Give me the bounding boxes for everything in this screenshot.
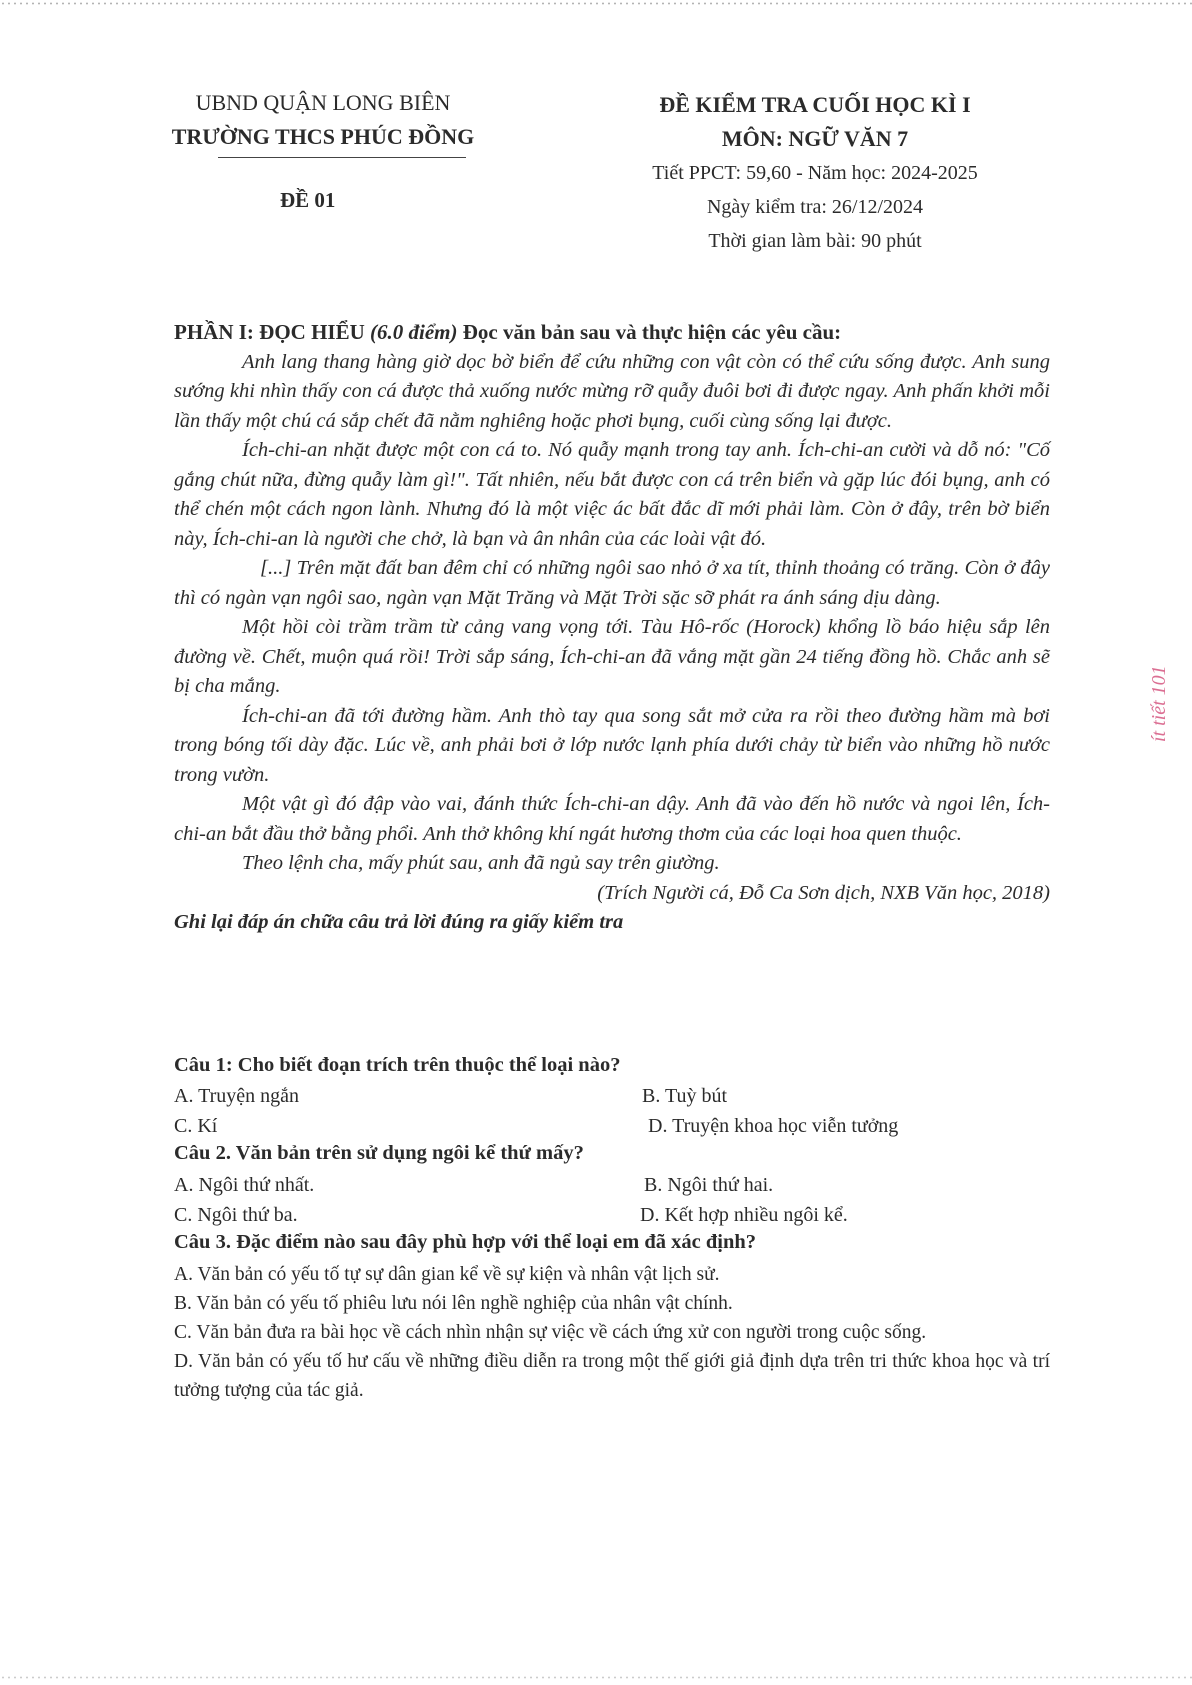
q1-option-a: A. Truyện ngắn — [174, 1085, 300, 1107]
passage-paragraph: Ích-chi-an đã tới đường hầm. Anh thò tay qua song sắt mở cửa ra rồi theo đường hầm mà bơi trong bóng tối dày đặc. Lúc về, anh phải bơi ở lớp nước lạnh phía dưới chảy từ biển vào những hồ nước trong vườn. — [174, 704, 1050, 786]
passage-paragraph: [...] Trên mặt đất ban đêm chỉ có những ngôi sao nhỏ ở xa tít, thỉnh thoảng có trăng. Còn ở đây thì có ngàn vạn ngôi sao, ngàn vạn Mặt Trăng và Mặt Trời sặc sỡ phát ra ánh sáng dịu dàng. — [174, 557, 1050, 609]
q3-options — [174, 1260, 1050, 1405]
scan-bottom-edge — [0, 1676, 1192, 1679]
part1-points: (6.0 điểm) — [370, 320, 458, 344]
q2-option-c: C. Ngôi thứ ba. — [174, 1204, 298, 1226]
question-3-title: Câu 3. Đặc điểm nào sau đây phù hợp với thể loại em đã xác định? — [174, 1231, 757, 1253]
exam-duration: Thời gian làm bài: 90 phút — [708, 230, 922, 252]
margin-handwritten-note: ít tiết 101 — [1148, 665, 1170, 742]
q1-option-d: D. Truyện khoa học viễn tưởng — [648, 1115, 899, 1137]
q3-option-c: C. Văn bản đưa ra bài học về cách nhìn nhận sự việc về cách ứng xử con người trong cuộc sống. — [174, 1322, 927, 1343]
q2-option-d: D. Kết hợp nhiều ngôi kể. — [640, 1204, 848, 1226]
school-name: TRƯỜNG THCS PHÚC ĐỒNG — [171, 124, 475, 149]
q2-option-a: A. Ngôi thứ nhất. — [174, 1174, 315, 1196]
district-name: UBND QUẬN LONG BIÊN — [195, 90, 451, 115]
question-2-title: Câu 2. Văn bản trên sử dụng ngôi kể thứ mấy? — [174, 1142, 584, 1164]
header-divider — [218, 157, 466, 158]
subject: MÔN: NGỮ VĂN 7 — [721, 126, 909, 151]
passage-paragraph: Một hồi còi trầm trầm từ cảng vang vọng tới. Tàu Hô-rốc (Horock) khổng lồ báo hiệu sắp lên đường về. Chết, muộn quá rồi! Trời sắp sáng, Ích-chi-an đã vắng mặt gần 24 tiếng đồng hồ. Chắc anh sẽ bị cha mắng. — [174, 616, 1050, 697]
header-right — [580, 88, 1050, 258]
q3-option-b: B. Văn bản có yếu tố phiêu lưu nói lên nghề nghiệp của nhân vật chính. — [174, 1293, 733, 1314]
q3-option-d: D. Văn bản có yếu tố hư cấu về những điều diễn ra trong một thế giới giả định dựa trên tri thức khoa học và trí tưởng tượng của tác giả. — [174, 1351, 1050, 1401]
passage-paragraph: Ích-chi-an nhặt được một con cá to. Nó quẫy mạnh trong tay anh. Ích-chi-an cười và dỗ nó: "Cố gắng chút nữa, đừng quẫy làm gì!". Tất nhiên, nếu bắt được con cá trên biển và gặp lúc đói bụng, anh có thể chén một cách ngon lành. Nhưng đó là một việc ác bất đắc dĩ mới phải làm. Còn ở đây, trên bờ biển này, Ích-chi-an là người che chở, là bạn và ân nhân của các loài vật đó. — [174, 439, 1050, 550]
header-left — [168, 86, 478, 154]
q2-option-b: B. Ngôi thứ hai. — [644, 1174, 774, 1196]
answer-instruction: Ghi lại đáp án chữa câu trả lời đúng ra giấy kiểm tra — [174, 911, 624, 933]
period-info: Tiết PPCT: 59,60 - Năm học: 2024-2025 — [652, 162, 978, 184]
part1-heading-label: PHẦN I: ĐỌC HIỂU — [174, 320, 371, 344]
part1-heading — [174, 318, 1050, 348]
passage-paragraph: Anh lang thang hàng giờ dọc bờ biển để cứu những con vật còn có thể cứu sống được. Anh sung sướng khi nhìn thấy con cá được thả xuống nước mừng rỡ quẫy đuôi bơi đi được ngay. Anh phấn khởi mỗi lần thấy một chú cá sắp chết đã nằm nghiêng hoặc phơi bụng, cuối cùng sống lại được. — [174, 350, 1050, 432]
part1-instruction: Đọc văn bản sau và thực hiện các yêu cầu: — [457, 320, 842, 344]
q3-option-a: A. Văn bản có yếu tố tự sự dân gian kể về sự kiện và nhân vật lịch sử. — [174, 1264, 720, 1285]
exam-code: ĐỀ 01 — [280, 188, 336, 212]
exam-date: Ngày kiểm tra: 26/12/2024 — [706, 196, 924, 218]
scan-top-edge — [0, 2, 1192, 5]
part1-section — [174, 318, 1050, 938]
passage-paragraph: Một vật gì đó đập vào vai, đánh thức Ích-chi-an dậy. Anh đã vào đến hồ nước và ngoi lên, Ích-chi-an bắt đầu thở bằng phổi. Anh thở không khí ngát hương thơm của các loại hoa quen thuộc. — [174, 793, 1050, 845]
q1-option-c: C. Kí — [174, 1115, 218, 1137]
question-1-title: Câu 1: Cho biết đoạn trích trên thuộc thể loại nào? — [174, 1054, 621, 1076]
citation: (Trích Người cá, Đỗ Ca Sơn dịch, NXB Văn học, 2018) — [597, 881, 1050, 904]
passage-paragraph: Theo lệnh cha, mấy phút sau, anh đã ngủ say trên giường. — [242, 852, 720, 874]
q1-option-b: B. Tuỳ bút — [642, 1085, 728, 1107]
exam-title: ĐỀ KIỂM TRA CUỐI HỌC KÌ I — [659, 92, 971, 117]
